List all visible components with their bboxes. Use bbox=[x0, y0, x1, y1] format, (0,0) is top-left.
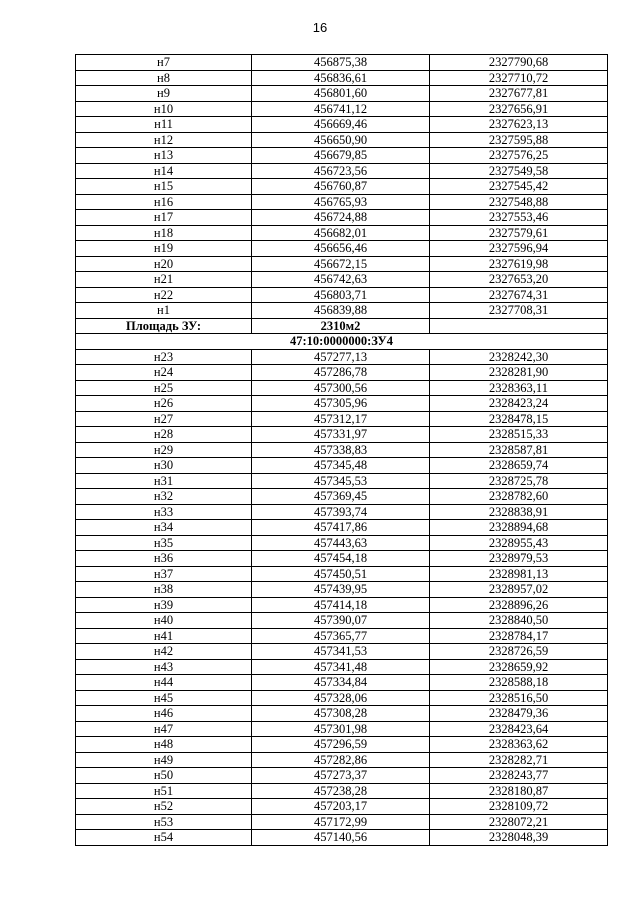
point-name-cell: н33 bbox=[76, 504, 252, 520]
point-name-cell: н24 bbox=[76, 365, 252, 381]
x-coordinate-cell: 456672,15 bbox=[252, 256, 430, 272]
table-row bbox=[76, 101, 608, 117]
point-name-cell: н49 bbox=[76, 752, 252, 768]
coordinates-table bbox=[75, 54, 608, 846]
x-coordinate-cell: 456656,46 bbox=[252, 241, 430, 257]
y-coordinate-cell: 2327653,20 bbox=[430, 272, 608, 288]
table-row bbox=[76, 504, 608, 520]
y-coordinate-cell: 2328282,71 bbox=[430, 752, 608, 768]
y-coordinate-cell: 2328478,15 bbox=[430, 411, 608, 427]
y-coordinate-cell: 2328979,53 bbox=[430, 551, 608, 567]
point-name-cell: н18 bbox=[76, 225, 252, 241]
cadastral-number-heading: 47:10:0000000:ЗУ4 bbox=[76, 334, 608, 350]
x-coordinate-cell: 457414,18 bbox=[252, 597, 430, 613]
table-row bbox=[76, 582, 608, 598]
point-name-cell: н26 bbox=[76, 396, 252, 412]
table-row bbox=[76, 303, 608, 319]
y-coordinate-cell: 2327548,88 bbox=[430, 194, 608, 210]
point-name-cell: н53 bbox=[76, 814, 252, 830]
x-coordinate-cell: 457277,13 bbox=[252, 349, 430, 365]
x-coordinate-cell: 457454,18 bbox=[252, 551, 430, 567]
y-coordinate-cell: 2328423,24 bbox=[430, 396, 608, 412]
point-name-cell: н44 bbox=[76, 675, 252, 691]
y-coordinate-cell: 2327710,72 bbox=[430, 70, 608, 86]
table-row bbox=[76, 783, 608, 799]
x-coordinate-cell: 456760,87 bbox=[252, 179, 430, 195]
table-row bbox=[76, 706, 608, 722]
y-coordinate-cell: 2328838,91 bbox=[430, 504, 608, 520]
table-row bbox=[76, 396, 608, 412]
y-coordinate-cell: 2328515,33 bbox=[430, 427, 608, 443]
x-coordinate-cell: 457345,48 bbox=[252, 458, 430, 474]
point-name-cell: н23 bbox=[76, 349, 252, 365]
table-row bbox=[76, 489, 608, 505]
point-name-cell: н20 bbox=[76, 256, 252, 272]
table-row bbox=[76, 225, 608, 241]
table-row bbox=[76, 551, 608, 567]
y-coordinate-cell: 2327549,58 bbox=[430, 163, 608, 179]
y-coordinate-cell: 2328957,02 bbox=[430, 582, 608, 598]
x-coordinate-cell: 457365,77 bbox=[252, 628, 430, 644]
point-name-cell: н43 bbox=[76, 659, 252, 675]
y-coordinate-cell: 2328109,72 bbox=[430, 799, 608, 815]
x-coordinate-cell: 457203,17 bbox=[252, 799, 430, 815]
y-coordinate-cell: 2328516,50 bbox=[430, 690, 608, 706]
x-coordinate-cell: 457140,56 bbox=[252, 830, 430, 846]
table-row bbox=[76, 411, 608, 427]
x-coordinate-cell: 457390,07 bbox=[252, 613, 430, 629]
point-name-cell: н50 bbox=[76, 768, 252, 784]
point-name-cell: н28 bbox=[76, 427, 252, 443]
table-row bbox=[76, 644, 608, 660]
y-coordinate-cell: 2328072,21 bbox=[430, 814, 608, 830]
y-coordinate-cell: 2327674,31 bbox=[430, 287, 608, 303]
point-name-cell: н29 bbox=[76, 442, 252, 458]
point-name-cell: н19 bbox=[76, 241, 252, 257]
y-coordinate-cell: 2328981,13 bbox=[430, 566, 608, 582]
y-coordinate-cell: 2328242,30 bbox=[430, 349, 608, 365]
point-name-cell: н38 bbox=[76, 582, 252, 598]
y-coordinate-cell: 2328894,68 bbox=[430, 520, 608, 536]
table-row bbox=[76, 272, 608, 288]
table-row bbox=[76, 752, 608, 768]
y-coordinate-cell: 2327579,61 bbox=[430, 225, 608, 241]
point-name-cell: н8 bbox=[76, 70, 252, 86]
table-row bbox=[76, 628, 608, 644]
table-row bbox=[76, 659, 608, 675]
x-coordinate-cell: 457286,78 bbox=[252, 365, 430, 381]
x-coordinate-cell: 456669,46 bbox=[252, 117, 430, 133]
y-coordinate-cell: 2327576,25 bbox=[430, 148, 608, 164]
point-name-cell: н22 bbox=[76, 287, 252, 303]
x-coordinate-cell: 456839,88 bbox=[252, 303, 430, 319]
point-name-cell: н12 bbox=[76, 132, 252, 148]
point-name-cell: н37 bbox=[76, 566, 252, 582]
point-name-cell: н46 bbox=[76, 706, 252, 722]
x-coordinate-cell: 457417,86 bbox=[252, 520, 430, 536]
point-name-cell: н35 bbox=[76, 535, 252, 551]
point-name-cell: н7 bbox=[76, 55, 252, 71]
y-coordinate-cell: 2327553,46 bbox=[430, 210, 608, 226]
table-row bbox=[76, 597, 608, 613]
point-name-cell: н31 bbox=[76, 473, 252, 489]
x-coordinate-cell: 456724,88 bbox=[252, 210, 430, 226]
y-coordinate-cell: 2328363,62 bbox=[430, 737, 608, 753]
table-row bbox=[76, 287, 608, 303]
table-row bbox=[76, 566, 608, 582]
point-name-cell: н13 bbox=[76, 148, 252, 164]
table-row bbox=[76, 675, 608, 691]
x-coordinate-cell: 457328,06 bbox=[252, 690, 430, 706]
y-coordinate-cell: 2328243,77 bbox=[430, 768, 608, 784]
table-row bbox=[76, 86, 608, 102]
point-name-cell: н25 bbox=[76, 380, 252, 396]
y-coordinate-cell: 2328588,18 bbox=[430, 675, 608, 691]
table-row bbox=[76, 148, 608, 164]
point-name-cell: н15 bbox=[76, 179, 252, 195]
y-coordinate-cell: 2327790,68 bbox=[430, 55, 608, 71]
y-coordinate-cell: 2327677,81 bbox=[430, 86, 608, 102]
table-row bbox=[76, 117, 608, 133]
x-coordinate-cell: 457450,51 bbox=[252, 566, 430, 582]
x-coordinate-cell: 457369,45 bbox=[252, 489, 430, 505]
y-coordinate-cell: 2327619,98 bbox=[430, 256, 608, 272]
y-coordinate-cell: 2328725,78 bbox=[430, 473, 608, 489]
area-value: 2310м2 bbox=[252, 318, 430, 334]
table-row bbox=[76, 349, 608, 365]
point-name-cell: н45 bbox=[76, 690, 252, 706]
point-name-cell: н48 bbox=[76, 737, 252, 753]
y-coordinate-cell: 2328587,81 bbox=[430, 442, 608, 458]
y-coordinate-cell: 2327545,42 bbox=[430, 179, 608, 195]
y-coordinate-cell: 2327596,94 bbox=[430, 241, 608, 257]
table-row bbox=[76, 365, 608, 381]
x-coordinate-cell: 457331,97 bbox=[252, 427, 430, 443]
point-name-cell: н32 bbox=[76, 489, 252, 505]
point-name-cell: н54 bbox=[76, 830, 252, 846]
point-name-cell: н30 bbox=[76, 458, 252, 474]
table-row bbox=[76, 163, 608, 179]
table-row bbox=[76, 721, 608, 737]
x-coordinate-cell: 456836,61 bbox=[252, 70, 430, 86]
y-coordinate-cell: 2328726,59 bbox=[430, 644, 608, 660]
x-coordinate-cell: 457300,56 bbox=[252, 380, 430, 396]
point-name-cell: н10 bbox=[76, 101, 252, 117]
table-row bbox=[76, 737, 608, 753]
area-row bbox=[76, 318, 608, 334]
point-name-cell: н27 bbox=[76, 411, 252, 427]
table-row bbox=[76, 520, 608, 536]
y-coordinate-cell: 2328363,11 bbox=[430, 380, 608, 396]
x-coordinate-cell: 457305,96 bbox=[252, 396, 430, 412]
table-row bbox=[76, 442, 608, 458]
table-row bbox=[76, 473, 608, 489]
table-row bbox=[76, 241, 608, 257]
table-row bbox=[76, 210, 608, 226]
y-coordinate-cell: 2328896,26 bbox=[430, 597, 608, 613]
table-row bbox=[76, 830, 608, 846]
y-coordinate-cell: 2328784,17 bbox=[430, 628, 608, 644]
x-coordinate-cell: 456742,63 bbox=[252, 272, 430, 288]
y-coordinate-cell: 2328782,60 bbox=[430, 489, 608, 505]
point-name-cell: н1 bbox=[76, 303, 252, 319]
y-coordinate-cell: 2328180,87 bbox=[430, 783, 608, 799]
table-row bbox=[76, 256, 608, 272]
x-coordinate-cell: 457341,48 bbox=[252, 659, 430, 675]
y-coordinate-cell: 2327708,31 bbox=[430, 303, 608, 319]
x-coordinate-cell: 457341,53 bbox=[252, 644, 430, 660]
table-row bbox=[76, 535, 608, 551]
point-name-cell: н52 bbox=[76, 799, 252, 815]
table-row bbox=[76, 70, 608, 86]
x-coordinate-cell: 456875,38 bbox=[252, 55, 430, 71]
point-name-cell: н9 bbox=[76, 86, 252, 102]
area-label: Площадь ЗУ: bbox=[76, 318, 252, 334]
point-name-cell: н16 bbox=[76, 194, 252, 210]
y-coordinate-cell: 2327595,88 bbox=[430, 132, 608, 148]
x-coordinate-cell: 456679,85 bbox=[252, 148, 430, 164]
point-name-cell: н21 bbox=[76, 272, 252, 288]
point-name-cell: н17 bbox=[76, 210, 252, 226]
table-row bbox=[76, 613, 608, 629]
x-coordinate-cell: 457308,28 bbox=[252, 706, 430, 722]
x-coordinate-cell: 456803,71 bbox=[252, 287, 430, 303]
x-coordinate-cell: 457282,86 bbox=[252, 752, 430, 768]
y-coordinate-cell: 2328659,92 bbox=[430, 659, 608, 675]
x-coordinate-cell: 457345,53 bbox=[252, 473, 430, 489]
x-coordinate-cell: 457443,63 bbox=[252, 535, 430, 551]
table-row bbox=[76, 55, 608, 71]
x-coordinate-cell: 457338,83 bbox=[252, 442, 430, 458]
point-name-cell: н47 bbox=[76, 721, 252, 737]
table-row bbox=[76, 194, 608, 210]
y-coordinate-cell: 2328281,90 bbox=[430, 365, 608, 381]
point-name-cell: н42 bbox=[76, 644, 252, 660]
point-name-cell: н41 bbox=[76, 628, 252, 644]
x-coordinate-cell: 457334,84 bbox=[252, 675, 430, 691]
x-coordinate-cell: 456801,60 bbox=[252, 86, 430, 102]
x-coordinate-cell: 456741,12 bbox=[252, 101, 430, 117]
x-coordinate-cell: 457301,98 bbox=[252, 721, 430, 737]
x-coordinate-cell: 457312,17 bbox=[252, 411, 430, 427]
y-coordinate-cell: 2328955,43 bbox=[430, 535, 608, 551]
x-coordinate-cell: 456650,90 bbox=[252, 132, 430, 148]
table-row bbox=[76, 814, 608, 830]
table-row bbox=[76, 132, 608, 148]
table-row bbox=[76, 768, 608, 784]
table-row bbox=[76, 380, 608, 396]
point-name-cell: н39 bbox=[76, 597, 252, 613]
section-heading-row bbox=[76, 334, 608, 350]
point-name-cell: н14 bbox=[76, 163, 252, 179]
x-coordinate-cell: 456723,56 bbox=[252, 163, 430, 179]
x-coordinate-cell: 457172,99 bbox=[252, 814, 430, 830]
x-coordinate-cell: 457393,74 bbox=[252, 504, 430, 520]
table-row bbox=[76, 799, 608, 815]
point-name-cell: н51 bbox=[76, 783, 252, 799]
table-row bbox=[76, 690, 608, 706]
x-coordinate-cell: 457296,59 bbox=[252, 737, 430, 753]
point-name-cell: н34 bbox=[76, 520, 252, 536]
page-number: 16 bbox=[312, 20, 328, 35]
point-name-cell: н40 bbox=[76, 613, 252, 629]
y-coordinate-cell: 2328423,64 bbox=[430, 721, 608, 737]
table-row bbox=[76, 458, 608, 474]
point-name-cell: н36 bbox=[76, 551, 252, 567]
y-coordinate-cell: 2328840,50 bbox=[430, 613, 608, 629]
x-coordinate-cell: 456682,01 bbox=[252, 225, 430, 241]
x-coordinate-cell: 457238,28 bbox=[252, 783, 430, 799]
y-coordinate-cell: 2327656,91 bbox=[430, 101, 608, 117]
table-row bbox=[76, 427, 608, 443]
table-row bbox=[76, 179, 608, 195]
empty-cell bbox=[430, 318, 608, 334]
y-coordinate-cell: 2328048,39 bbox=[430, 830, 608, 846]
x-coordinate-cell: 456765,93 bbox=[252, 194, 430, 210]
x-coordinate-cell: 457273,37 bbox=[252, 768, 430, 784]
y-coordinate-cell: 2328479,36 bbox=[430, 706, 608, 722]
point-name-cell: н11 bbox=[76, 117, 252, 133]
x-coordinate-cell: 457439,95 bbox=[252, 582, 430, 598]
y-coordinate-cell: 2328659,74 bbox=[430, 458, 608, 474]
y-coordinate-cell: 2327623,13 bbox=[430, 117, 608, 133]
